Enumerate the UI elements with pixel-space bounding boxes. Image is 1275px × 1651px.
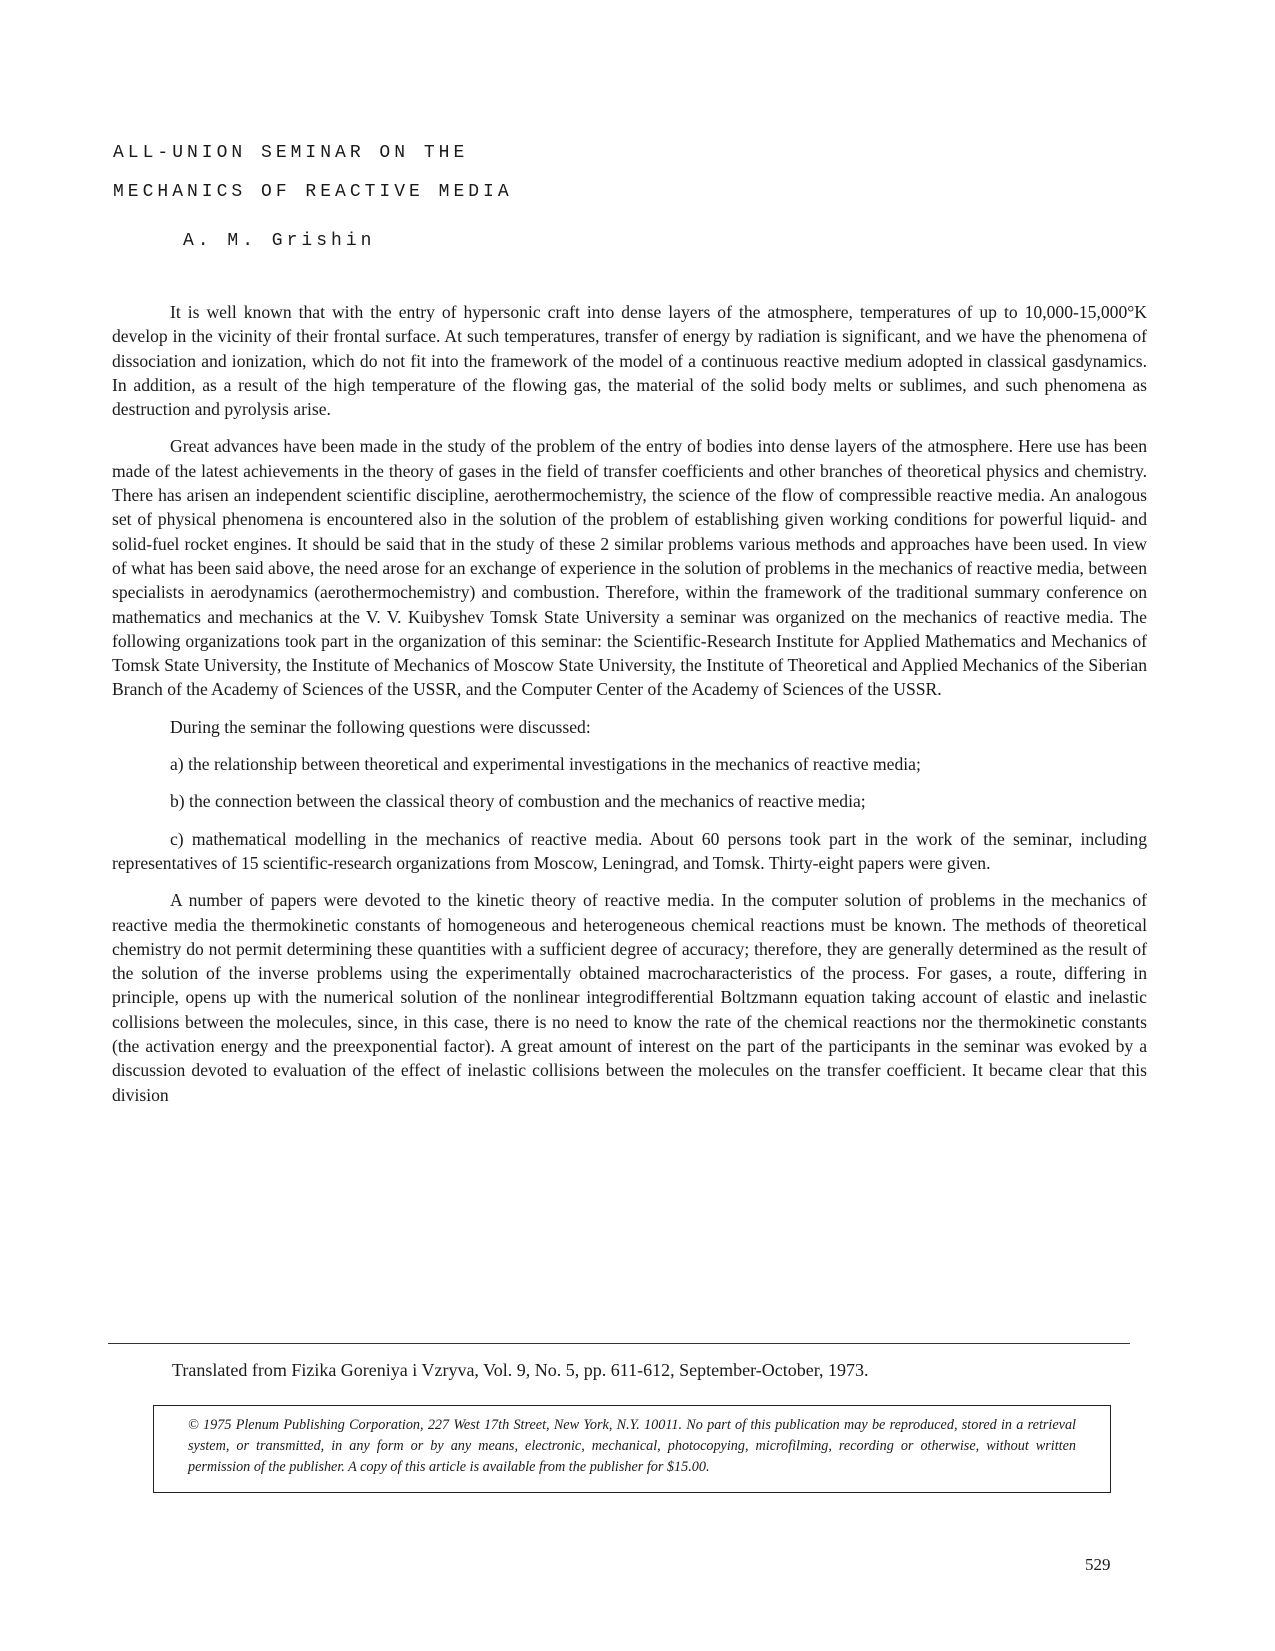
article-title-line-1: ALL-UNION SEMINAR ON THE [113,143,469,163]
footnote-divider [108,1343,1130,1344]
translation-source-note: Translated from Fizika Goreniya i Vzryva, Vol. 9, No. 5, pp. 611-612, September-October, 1973. [172,1360,869,1380]
page-number: 529 [1085,1555,1111,1574]
body-paragraph-3: During the seminar the following questions were discussed: [170,716,591,737]
article-title-line-2: MECHANICS OF REACTIVE MEDIA [113,182,513,202]
article-body [112,300,1147,1120]
discussion-item-a: a) the relationship between theoretical and experimental investigations in the mechanics of reactive media; [170,754,921,775]
discussion-item-b: b) the connection between the classical theory of combustion and the mechanics of reactive media; [170,791,866,812]
discussion-item-c: c) mathematical modelling in the mechanics of reactive media. About 60 persons took part in the work of the seminar, including representatives of 15 scientific-research organizations from Moscow, Leningrad, and Tomsk. Thirty-eight papers were given. [112,828,1147,873]
body-paragraph-2: Great advances have been made in the study of the problem of the entry of bodies into dense layers of the atmosphere. Here use has been made of the latest achievements in the theory of gases in the field of transfer coefficients and other branches of theoretical physics and chemistry. There has arisen an independent scientific discipline, aerothermochemistry, the science of the flow of compressible reactive media. An analogous set of physical phenomena is encountered also in the solution of the problem of establishing given working conditions for powerful liquid- and solid-fuel rocket engines. It should be said that in the study of these 2 similar problems various methods and approaches have been used. In view of what has been said above, the need arose for an exchange of experience in the solution of problems in the mechanics of reactive media, between specialists in aerodynamics (aerothermochemistry) and combustion. Therefore, within the framework of the traditional summary conference on mathematics and mechanics at the V. V. Kuibyshev Tomsk State University a seminar was organized on the mechanics of reactive media. The following organizations took part in the organization of this seminar: the Scientific-Research Institute for Applied Mathematics and Mechanics of Tomsk State University, the Institute of Mechanics of Moscow State University, the Institute of Theoretical and Applied Mechanics of the Siberian Branch of the Academy of Sciences of the USSR, and the Computer Center of the Academy of Sciences of the USSR. [112,436,1147,700]
body-paragraph-1: It is well known that with the entry of hypersonic craft into dense layers of the atmosphere, temperatures of up to 10,000-15,000°K develop in the vicinity of their frontal surface. At such temperatures, transfer of energy by radiation is significant, and we have the phenomena of dissociation and ionization, which do not fit into the framework of the model of a continuous reactive medium adopted in classical gasdynamics. In addition, as a result of the high temperature of the flowing gas, the material of the solid body melts or sublimes, and such phenomena as destruction and pyrolysis arise. [112,302,1147,420]
body-paragraph-7: A number of papers were devoted to the kinetic theory of reactive media. In the computer solution of problems in the mechanics of reactive media the thermokinetic constants of homogeneous and heterogeneous chemical reactions must be known. The methods of theoretical chemistry do not permit determining these quantities with a sufficient degree of accuracy; therefore, they are generally determined as the result of the solution of the inverse problems using the experimentally obtained macrocharacteristics of the process. For gases, a route, differing in principle, opens up with the numerical solution of the nonlinear integrodifferential Boltzmann equation taking account of elastic and inelastic collisions between the molecules, since, in this case, there is no need to know the rate of the chemical reactions nor the thermokinetic constants (the activation energy and the preexponential factor). A great amount of interest on the part of the participants in the seminar was evoked by a discussion devoted to evaluation of the effect of inelastic collisions between the molecules on the transfer coefficient. It became clear that this division [112,890,1147,1105]
copyright-notice-text: © 1975 Plenum Publishing Corporation, 227 West 17th Street, New York, N.Y. 10011. No part of this publication may be reproduced, stored in a retrieval system, or transmitted, in any form or by any means, electronic, mechanical, photocopying, microfilming, recording or otherwise, without written permission of the publisher. A copy of this article is available from the publisher for $15.00. [188,1417,1076,1475]
copyright-notice-box [153,1405,1111,1493]
author-name: A. M. Grishin [183,231,376,251]
